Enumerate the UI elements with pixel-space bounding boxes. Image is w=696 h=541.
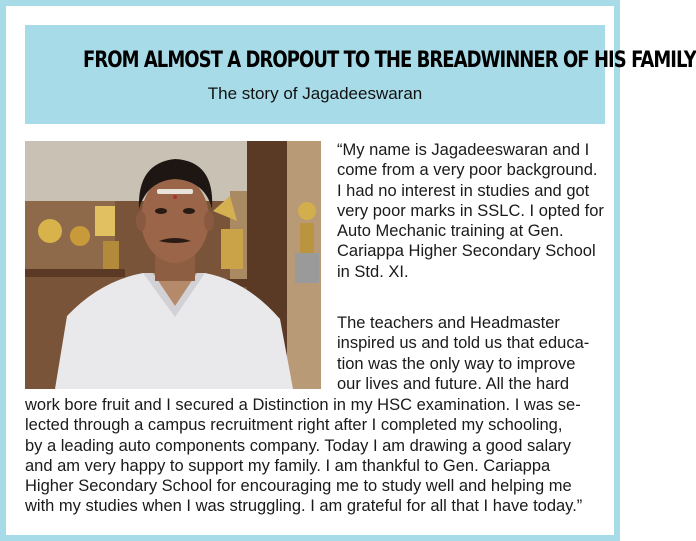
story-line: Auto Mechanic training at Gen. [337,222,564,241]
story-line: by a leading auto components company. Today I am drawing a good salary [25,436,572,455]
story-line: our lives and future. All the hard [337,374,570,393]
story-line: with my studies when I was struggling. I am grateful for all that I have today.” [25,497,583,516]
story-line: work bore fruit and I secured a Distinction in my HSC examination. I was se- [25,396,581,414]
page-title: FROM ALMOST A DROPOUT TO THE BREADWINNER OF HIS FAMILY [83,47,696,73]
story-line: Higher Secondary School for encouraging me to study well and helping me [25,477,572,496]
header-banner [25,25,696,124]
story-line: come from a very poor background. [337,161,598,180]
story-line: “My name is Jagadeeswaran and I [337,141,590,159]
story-line: in Std. XI. [337,262,409,281]
story-line: Cariappa Higher Secondary School [337,242,596,261]
story-paragraph-2-right [337,313,617,394]
story-line: and am very happy to support my family. I am thankful to Gen. Cariappa [25,456,551,475]
story-line: very poor marks in SSLC. I opted for [337,201,604,220]
story-line: The teachers and Headmaster [337,314,560,332]
page-subtitle: The story of Jagadeeswaran [207,84,423,103]
story-paragraph-2-full [25,395,610,517]
story-line: tion was the only way to improve [337,354,576,373]
story-line: inspired us and told us that educa- [337,334,590,353]
portrait-photo [25,141,321,389]
story-line: I had no interest in studies and got [337,181,590,200]
person-portrait-icon [25,141,321,389]
story-paragraph-1 [337,140,617,282]
story-line: lected through a campus recruitment right after I completed my schooling, [25,416,563,435]
